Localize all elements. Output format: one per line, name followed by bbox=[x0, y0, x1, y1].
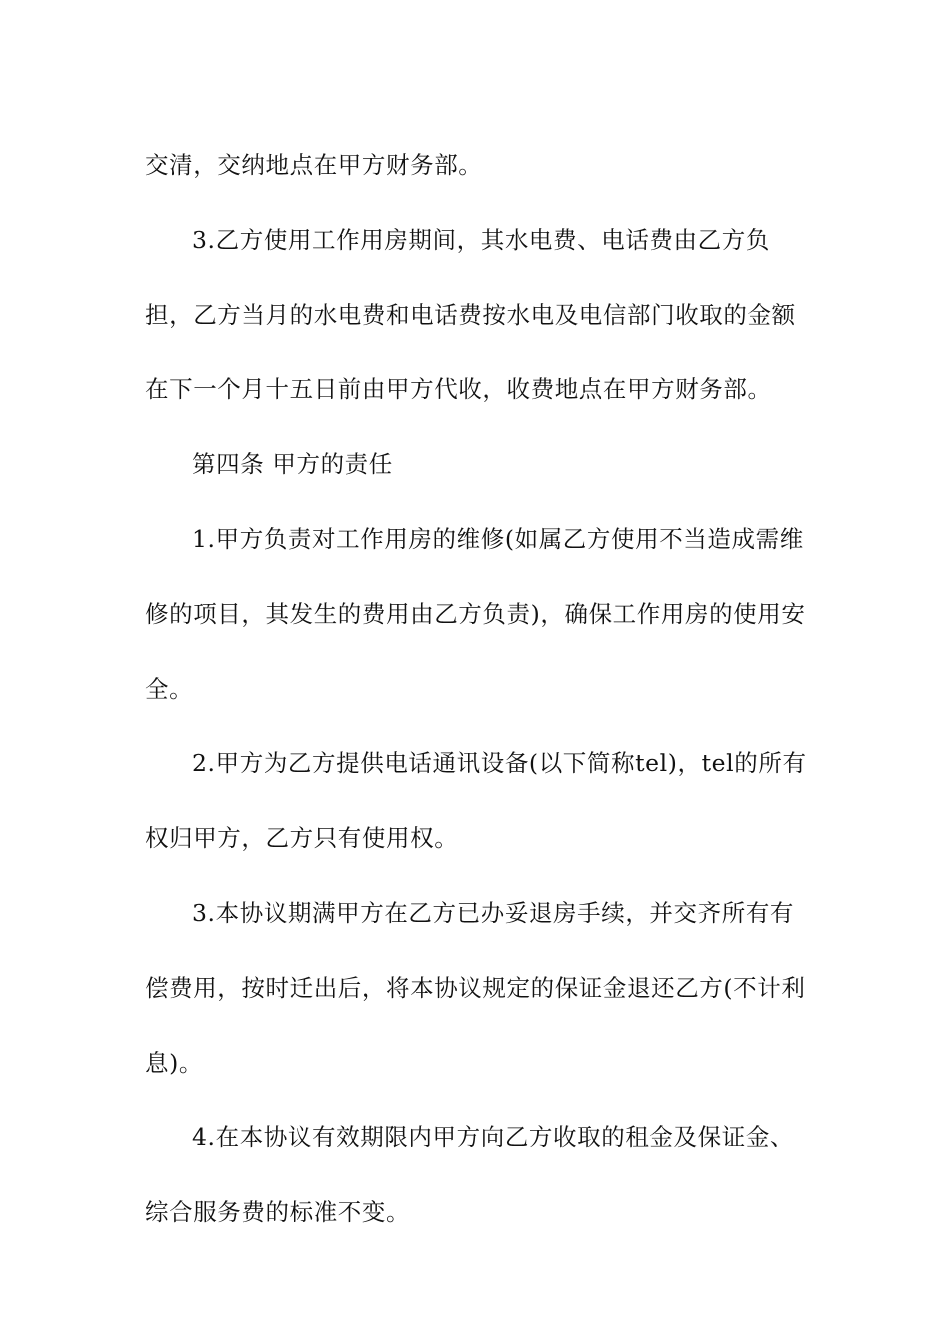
paragraph-continuation: 交清，交纳地点在甲方财务部。 bbox=[145, 151, 483, 179]
paragraph-clause-3-utilities: 3.乙方使用工作用房期间，其水电费、电话费由乙方负担，乙方当月的水电费和电话费按水电及电信部门收取的金额在下一个月十五日前由甲方代收，收费地点在甲方财务部。 bbox=[145, 225, 796, 404]
paragraph-clause-1-maintenance: 1.甲方负责对工作用房的维修(如属乙方使用不当造成需维修的项目，其发生的费用由乙方负责)，确保工作用房的使用安全。 bbox=[145, 524, 806, 703]
paragraph-clause-2-telephone: 2.甲方为乙方提供电话通讯设备(以下简称tel)，tel的所有权归甲方，乙方只有使用权。 bbox=[145, 749, 807, 853]
paragraph-clause-3-deposit: 3.本协议期满甲方在乙方已办妥退房手续，并交齐所有有偿费用，按时迁出后，将本协议规定的保证金退还乙方(不计利息)。 bbox=[145, 898, 806, 1077]
document-body bbox=[145, 128, 815, 1250]
section-heading-article-4: 第四条 甲方的责任 bbox=[192, 450, 393, 479]
paragraph-clause-4-fees: 4.在本协议有效期限内甲方向乙方收取的租金及保证金、综合服务费的标准不变。 bbox=[145, 1123, 795, 1227]
